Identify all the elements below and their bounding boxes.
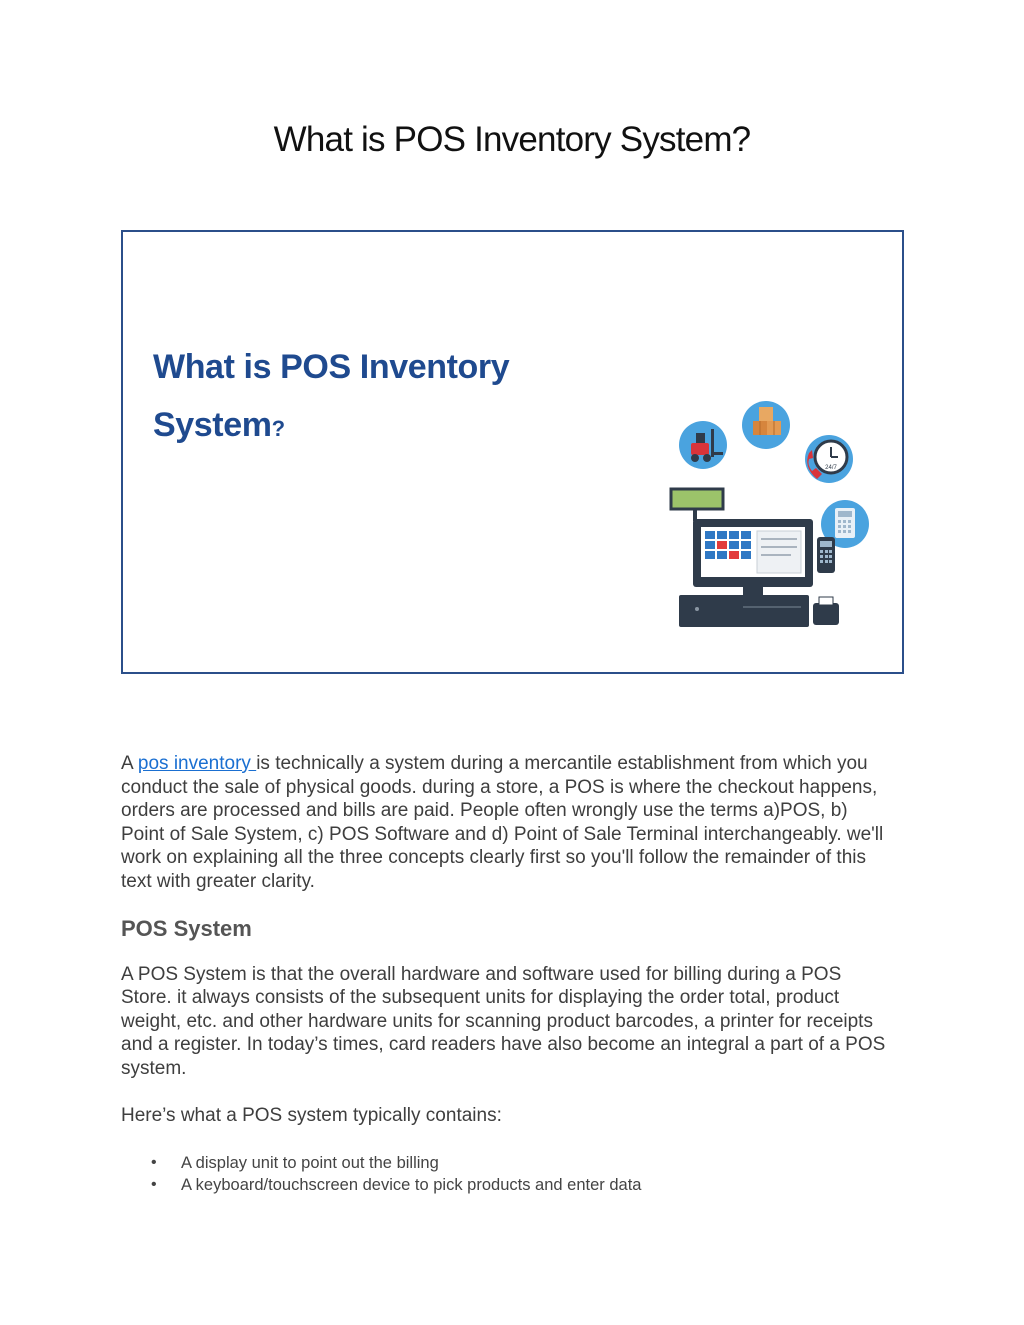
pos-terminal-icon (671, 489, 839, 627)
list-item: • A keyboard/touchscreen device to pick products and enter data (121, 1174, 891, 1196)
list-item: • A display unit to point out the billing (121, 1152, 891, 1174)
intro-paragraph (121, 752, 891, 893)
clock-badge-text: 24/7 (825, 465, 837, 471)
hero-title-line2: System (153, 406, 272, 444)
pos-components-list (121, 1152, 891, 1196)
hero-title-mark: ? (271, 416, 285, 441)
hero-banner-image (121, 230, 904, 674)
pos-inventory-link[interactable]: pos inventory (137, 753, 257, 774)
section-paragraph: A POS System is that the overall hardware and software used for billing during a POS Store. it always consists of the subsequent units for displaying the order total, product weight, etc. and other hardware units for scanning product barcodes, a printer for receipts and a register. In today’s times, card readers have also become an integral a part of a POS system. (121, 963, 886, 1079)
intro-text: is technically a system during a mercantile establishment from which you conduct the sale of physical goods. during a store, a POS is where the checkout happens, orders are processed and bills are paid. People often wrongly use the terms a)POS, b) Point of Sale System, c) POS Software and d) Point of Sale Terminal interchangeably. we'll work on explaining all the three concepts clearly first so you'll follow the remainder of this text with greater clarity. (121, 753, 884, 892)
list-intro: Here’s what a POS system typically contains: (121, 1105, 502, 1126)
article-body (121, 752, 891, 1196)
pos-illustration (663, 397, 883, 627)
section-heading: POS System (121, 916, 252, 941)
intro-prefix: A (121, 753, 138, 774)
hero-title (153, 338, 509, 458)
hero-title-line1: What is POS Inventory (153, 348, 510, 386)
forklift-icon (679, 421, 727, 469)
page-title: What is POS Inventory System? (273, 120, 751, 159)
clock-phone-icon (805, 435, 853, 483)
boxes-icon (742, 401, 790, 449)
